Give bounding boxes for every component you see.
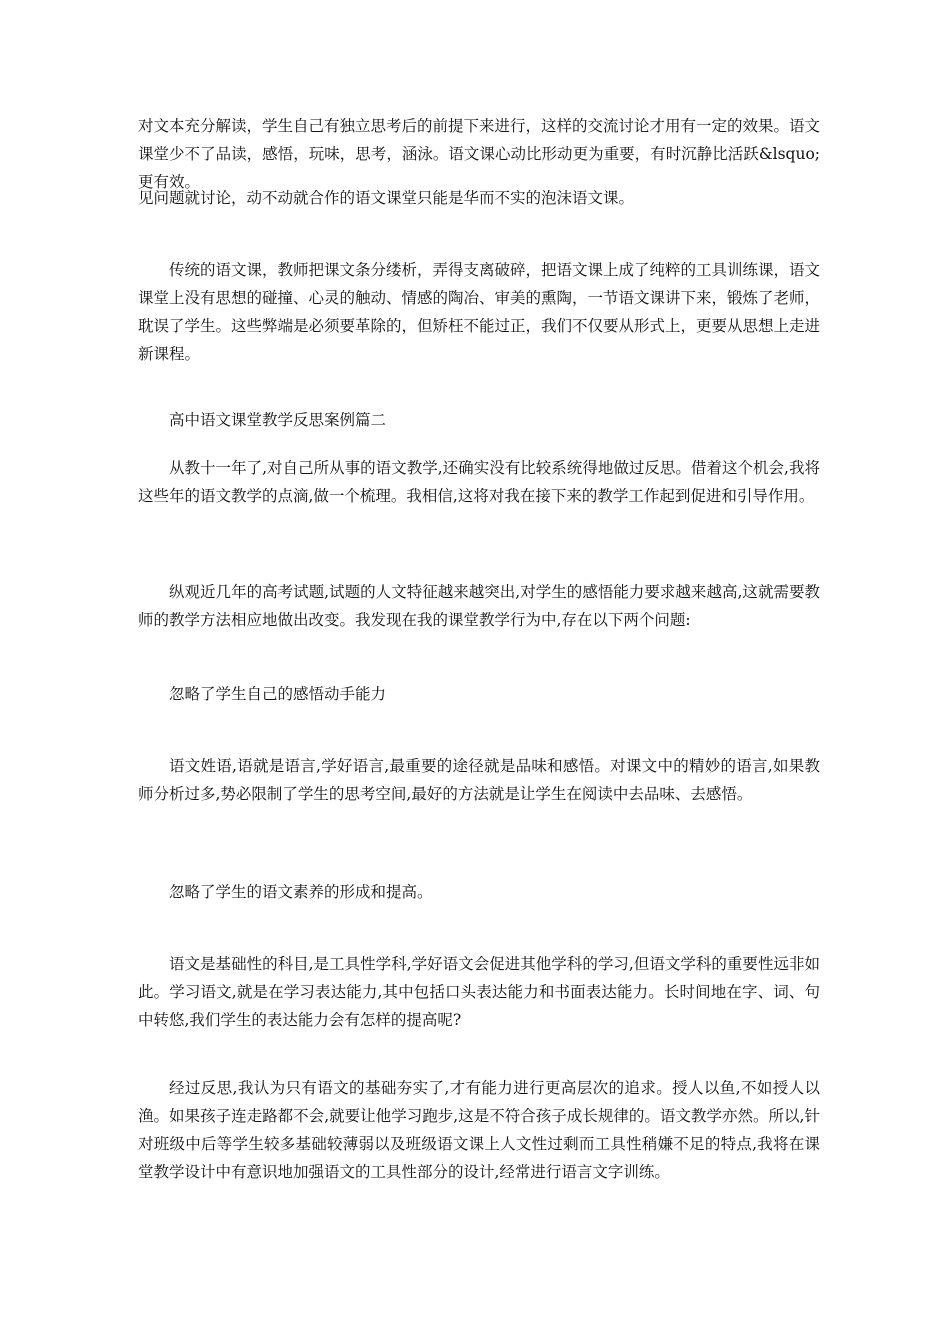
paragraph: 对文本充分解读，学生自己有独立思考后的前提下来进行，这样的交流讨论才用有一定的效果。语文课堂少不了品读，感悟，玩味，思考，涵泳。语文课心动比形动更为重要，有时沉静比活跃&lsquo;更有效。 — [138, 117, 821, 191]
paragraph: 从教十一年了,对自己所从事的语文教学,还确实没有比较系统得地做过反思。借着这个机会,我将这些年的语文教学的点滴,做一个梳理。我相信,这将对我在接下来的教学工作起到促进和引导作用。 — [138, 459, 820, 505]
paragraph: 纵观近几年的高考试题,试题的人文特征越来越突出,对学生的感悟能力要求越来越高,这就需要教师的教学方法相应地做出改变。我发现在我的课堂教学行为中,存在以下两个问题: — [138, 583, 820, 629]
subheading: 忽略了学生的语文素养的形成和提高。 — [169, 883, 433, 901]
subheading: 忽略了学生自己的感悟动手能力 — [169, 685, 387, 703]
section-heading: 高中语文课堂教学反思案例篇二 — [169, 411, 387, 429]
paragraph: 传统的语文课，教师把课文条分缕析，弄得支离破碎，把语文课上成了纯粹的工具训练课，语文课堂上没有思想的碰撞、心灵的触动、情感的陶冶、审美的熏陶，一节语文课讲下来，锻炼了老师，耽误了学生。这些弊端是必须要革除的，但矫枉不能过正，我们不仅要从形式上，更要从思想上走进新课程。 — [138, 261, 821, 363]
paragraph: 语文姓语,语就是语言,学好语言,最重要的途径就是品味和感悟。对课文中的精妙的语言,如果教师分析过多,势必限制了学生的思考空间,最好的方法就是让学生在阅读中去品味、去感悟。 — [138, 757, 820, 803]
paragraph: 语文是基础性的科目,是工具性学科,学好语文会促进其他学科的学习,但语文学科的重要性远非如此。学习语文,就是在学习表达能力,其中包括口头表达能力和书面表达能力。长时间地在字、词、句中转悠,我们学生的表达能力会有怎样的提高呢? — [138, 955, 820, 1029]
paragraph: 见问题就讨论，动不动就合作的语文课堂只能是华而不实的泡沫语文课。 — [138, 189, 635, 207]
paragraph: 经过反思,我认为只有语文的基础夯实了,才有能力进行更高层次的追求。授人以鱼,不如授人以渔。如果孩子连走路都不会,就要让他学习跑步,这是不符合孩子成长规律的。语文教学亦然。所以,针对班级中后等学生较多基础较薄弱以及班级语文课上人文性过剩而工具性稍嫌不足的特点,我将在课堂教学设计中有意识地加强语文的工具性部分的设计,经常进行语言文字训练。 — [138, 1079, 820, 1181]
